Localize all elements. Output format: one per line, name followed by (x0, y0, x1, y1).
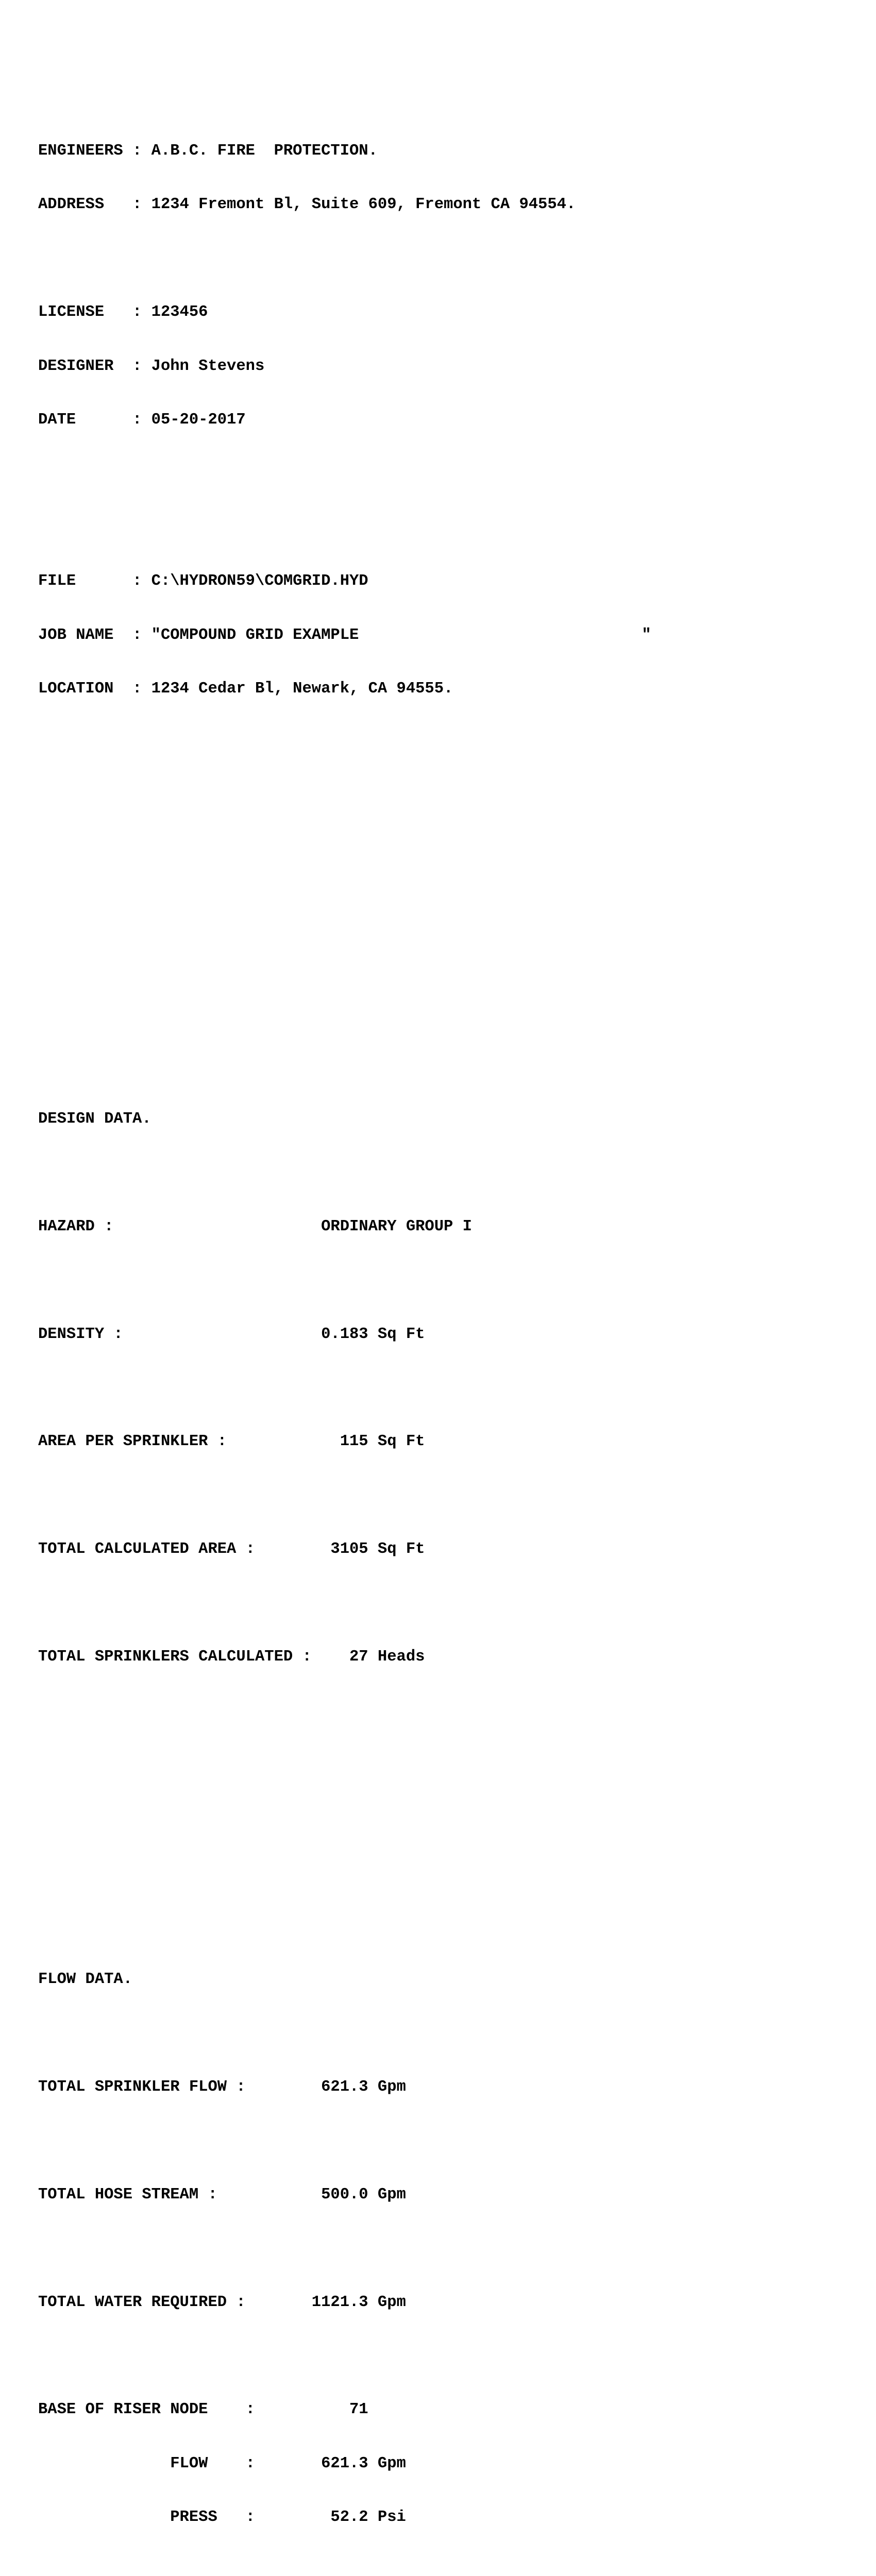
blank-line (38, 2025, 842, 2043)
blank-line (38, 1164, 842, 1182)
riser-press-line: PRESS : 52.2 Psi (38, 2509, 406, 2527)
date-line: DATE : 05-20-2017 (38, 411, 246, 429)
blank-line (38, 895, 842, 913)
designer-line: DESIGNER : John Stevens (38, 357, 265, 375)
blank-line (38, 519, 842, 537)
hazard-line: HAZARD : ORDINARY GROUP I (38, 1217, 472, 1235)
flow-data-section (38, 1935, 842, 2563)
blank-line (38, 1595, 842, 1613)
blank-line (38, 949, 842, 967)
license-line: LICENSE : 123456 (38, 303, 208, 321)
design-data-title: DESIGN DATA. (38, 1110, 151, 1128)
blank-line (38, 1863, 842, 1881)
blank-line (38, 1809, 842, 1827)
blank-line (38, 250, 842, 268)
density-line: DENSITY : 0.183 Sq Ft (38, 1325, 425, 1343)
total-hose-stream-line: TOTAL HOSE STREAM : 500.0 Gpm (38, 2185, 406, 2204)
address-line: ADDRESS : 1234 Fremont Bl, Suite 609, Fremont CA 94554. (38, 196, 576, 214)
hydraulic-report (38, 53, 842, 2576)
blank-line (38, 2240, 842, 2258)
blank-line (38, 2347, 842, 2365)
area-per-sprinkler-line: AREA PER SPRINKLER : 115 Sq Ft (38, 1433, 425, 1451)
blank-line (38, 465, 842, 483)
riser-node-line: BASE OF RISER NODE : 71 (38, 2401, 368, 2419)
file-line: FILE : C:\HYDRON59\COMGRID.HYD (38, 572, 368, 590)
blank-line (38, 1003, 842, 1021)
blank-line (38, 788, 842, 806)
blank-line (38, 841, 842, 859)
engineers-line: ENGINEERS : A.B.C. FIRE PROTECTION. (38, 142, 378, 160)
header-section (38, 106, 842, 734)
blank-line (38, 2132, 842, 2150)
flow-data-title: FLOW DATA. (38, 1971, 133, 1989)
blank-line (38, 1379, 842, 1397)
blank-line (38, 1756, 842, 1774)
total-sprinklers-line: TOTAL SPRINKLERS CALCULATED : 27 Heads (38, 1648, 425, 1666)
total-sprinkler-flow-line: TOTAL SPRINKLER FLOW : 621.3 Gpm (38, 2078, 406, 2096)
job-name-line: JOB NAME : "COMPOUND GRID EXAMPLE " (38, 626, 651, 644)
riser-flow-line: FLOW : 621.3 Gpm (38, 2454, 406, 2472)
total-water-required-line: TOTAL WATER REQUIRED : 1121.3 Gpm (38, 2293, 406, 2311)
blank-line (38, 1272, 842, 1290)
blank-line (38, 1487, 842, 1505)
total-calculated-area-line: TOTAL CALCULATED AREA : 3105 Sq Ft (38, 1540, 425, 1558)
design-data-section (38, 1074, 842, 1702)
location-line: LOCATION : 1234 Cedar Bl, Newark, CA 94555. (38, 680, 453, 698)
